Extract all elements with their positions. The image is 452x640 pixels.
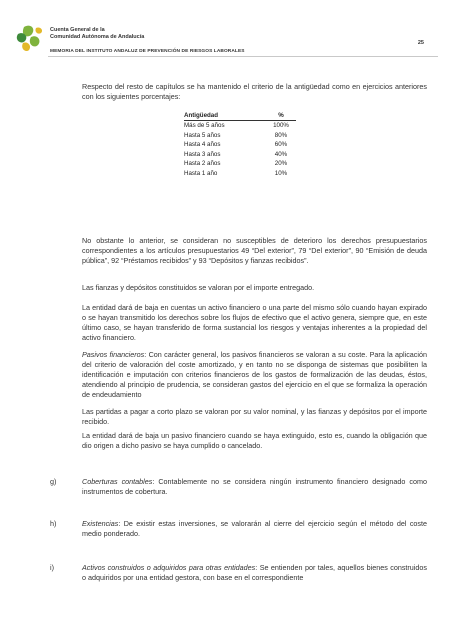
financial-liabilities-paragraph <box>82 350 427 400</box>
table-cell-percent: 20% <box>274 160 288 167</box>
liability-derecognition-paragraph: La entidad dará de baja un pasivo financiero cuando se haya extinguido, esto es, cuando la obligación que dio origen a dicho pasivo se haya cumplido o cancelado. <box>82 431 427 450</box>
table-cell-age: Más de 5 años <box>184 122 225 129</box>
deposits-paragraph: Las fianzas y depósitos constituidos se valoran por el importe entregado. <box>82 283 315 292</box>
table-cell-percent: 100% <box>273 122 289 129</box>
document-title: MEMORIA DEL INSTITUTO ANDALUZ DE PREVENCIÓN DE RIESGOS LABORALES <box>50 49 245 54</box>
page-header <box>14 24 438 54</box>
asset-derecognition-paragraph: La entidad dará de baja en cuentas un activo financiero o una parte del mismo sólo cuando hayan expirado o se hayan transmitido los derechos sobre los flujos de efectivo que el activo genera, siempre que, en este último caso, se hayan transferido de forma sustancial los riesgos y ventajas inherentes a la propiedad del activo financiero. <box>82 303 427 342</box>
item-letter: h) <box>50 519 57 528</box>
table-row <box>184 131 296 141</box>
age-percentage-table <box>184 111 296 178</box>
header-divider <box>48 56 438 57</box>
item-body: : Se entienden por tales, aquellos bienes construidos o adquiridos por una entidad gestora, con base en el correspondiente <box>82 563 427 582</box>
org-line-1: Cuenta General de la <box>50 27 105 33</box>
payables-paragraph: Las partidas a pagar a corto plazo se valoran por su valor nominal, y las fianzas y depósitos por el importe recibido. <box>82 407 427 426</box>
item-text <box>82 519 427 539</box>
item-body: : Contablemente no se considera ningún instrumento financiero designado como instrumentos de cobertura. <box>82 477 427 496</box>
table-row <box>184 159 296 169</box>
table-row <box>184 169 296 179</box>
item-term: Activos construidos o adquiridos para otras entidades <box>82 563 256 572</box>
item-letter: g) <box>50 477 57 486</box>
org-line-2: Comunidad Autónoma de Andalucía <box>50 34 145 40</box>
table-row <box>184 121 296 131</box>
table-cell-age: Hasta 3 años <box>184 150 221 158</box>
intro-paragraph: Respecto del resto de capítulos se ha mantenido el criterio de la antigüedad como en ejercicios anteriores con los siguientes porcentajes: <box>82 82 427 101</box>
table-cell-age: Hasta 4 años <box>184 141 221 148</box>
table-row <box>184 140 296 150</box>
item-term: Coberturas contables <box>82 477 153 486</box>
table-cell-percent: 40% <box>274 150 288 158</box>
table-header-age: Antigüedad <box>184 112 219 119</box>
item-text <box>82 477 427 497</box>
item-text <box>82 563 427 583</box>
financial-liabilities-term: Pasivos financieros <box>82 350 145 359</box>
table-cell-percent: 10% <box>274 169 288 177</box>
table-cell-age: Hasta 5 años <box>184 131 221 139</box>
table-header-row <box>184 111 296 121</box>
item-term: Existencias <box>82 519 119 528</box>
item-body: : De existir estas inversiones, se valorarán al cierre del ejercicio según el método del coste medio ponderado. <box>82 519 427 538</box>
deterioration-exceptions-paragraph: No obstante lo anterior, se consideran no susceptibles de deterioro los derechos presupuestarios correspondientes a los artículos presupuestarios 49 “Del exterior”, 79 “Del exterior”, 90 “Emisión de deuda pública”, 92 “Préstamos recibidos” y 93 “Depósitos y fianzas recibidos”. <box>82 236 427 265</box>
table-cell-percent: 80% <box>274 131 288 139</box>
page-number: 25 <box>417 40 424 46</box>
item-letter: i) <box>50 563 54 572</box>
table-row <box>184 150 296 160</box>
table-cell-age: Hasta 2 años <box>184 160 221 167</box>
junta-andalucia-logo-icon <box>14 24 48 54</box>
table-header-percent: % <box>278 112 284 119</box>
financial-liabilities-text: : Con carácter general, los pasivos financieros se valoran a su coste. Para la aplicación del criterio de valoración del coste amortizado, y en tanto no se disponga de sistemas que posibiliten la identificación e imputación con criterios financieros de los gastos de formalización de las deudas, éstos, atendiendo al principio de prudencia, se consideran gastos del ejercicio en el que se formaliza la operación de endeudamiento <box>82 350 427 399</box>
table-cell-percent: 60% <box>274 141 288 148</box>
organization-name <box>50 27 144 41</box>
table-cell-age: Hasta 1 año <box>184 169 218 177</box>
